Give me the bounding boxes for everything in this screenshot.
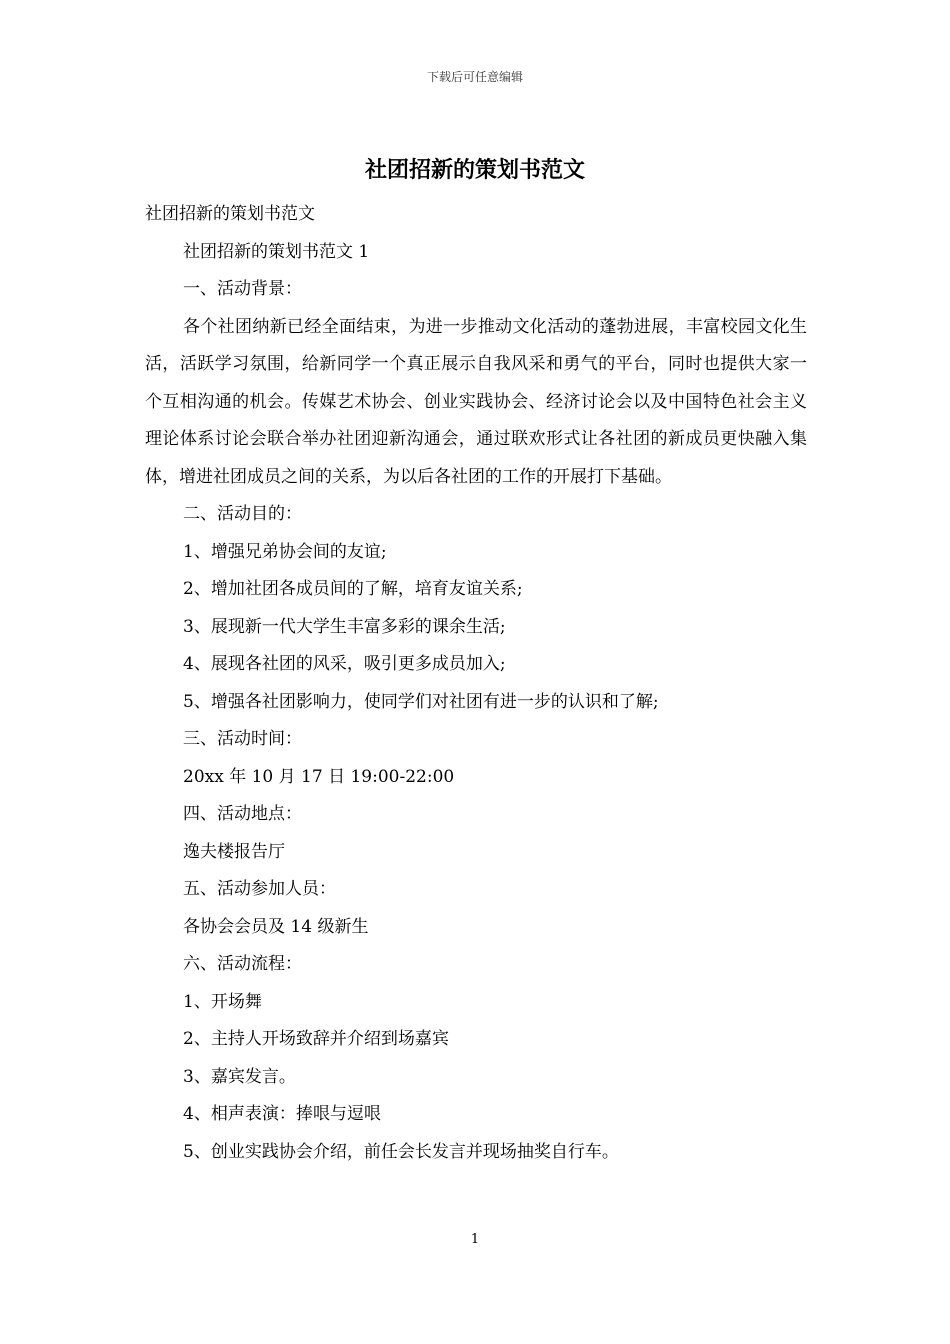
- purpose-item-1: 1、增强兄弟协会间的友谊;: [183, 541, 387, 562]
- process-item-3: 3、嘉宾发言。: [183, 1066, 296, 1087]
- process-item-5: 5、创业实践协会介绍，前任会长发言并现场抽奖自行车。: [183, 1141, 619, 1162]
- subtitle-line: 社团招新的策划书范文: [145, 204, 315, 224]
- heading-purpose: 二、活动目的：: [183, 504, 302, 524]
- document-body: [145, 196, 807, 1171]
- purpose-item-5: 5、增强各社团影响力，使同学们对社团有进一步的认识和了解;: [183, 691, 659, 712]
- page-number: 1: [470, 1232, 480, 1247]
- document-title: 社团招新的策划书范文: [364, 157, 585, 183]
- purpose-item-2: 2、增加社团各成员间的了解，培育友谊关系;: [183, 579, 523, 599]
- process-item-4: 4、相声表演：捧哏与逗哏: [183, 1104, 381, 1124]
- purpose-item-3: 3、展现新一代大学生丰富多彩的课余生活;: [183, 616, 506, 637]
- heading-background: 一、活动背景：: [183, 279, 302, 299]
- purpose-item-4: 4、展现各社团的风采，吸引更多成员加入;: [183, 654, 506, 674]
- background-paragraph: 各个社团纳新已经全面结束，为进一步推动文化活动的蓬勃进展，丰富校园文化生活，活跃学习氛围，给新同学一个真正展示自我风采和勇气的平台，同时也提供大家一个互相沟通的机会。传媒艺术协会、创业实践协会、经济讨论会以及中国特色社会主义理论体系讨论会联合举办社团迎新沟通会，通过联欢形式让各社团的新成员更快融入集体，增进社团成员之间的关系，为以后各社团的工作的开展打下基础。: [145, 316, 807, 487]
- page-header-note: 下载后可任意编辑: [426, 70, 523, 84]
- event-place: 逸夫楼报告厅: [183, 841, 285, 862]
- heading-process: 六、活动流程：: [183, 954, 302, 974]
- heading-participants: 五、活动参加人员：: [183, 879, 336, 899]
- section-label: 社团招新的策划书范文 1: [183, 241, 370, 262]
- heading-place: 四、活动地点：: [183, 804, 302, 824]
- event-time: 20xx 年 10 月 17 日 19:00-22:00: [183, 766, 455, 787]
- process-item-1: 1、开场舞: [183, 991, 262, 1012]
- process-item-2: 2、主持人开场致辞并介绍到场嘉宾: [183, 1029, 449, 1049]
- event-participants: 各协会会员及 14 级新生: [183, 916, 369, 937]
- heading-time: 三、活动时间：: [183, 729, 302, 749]
